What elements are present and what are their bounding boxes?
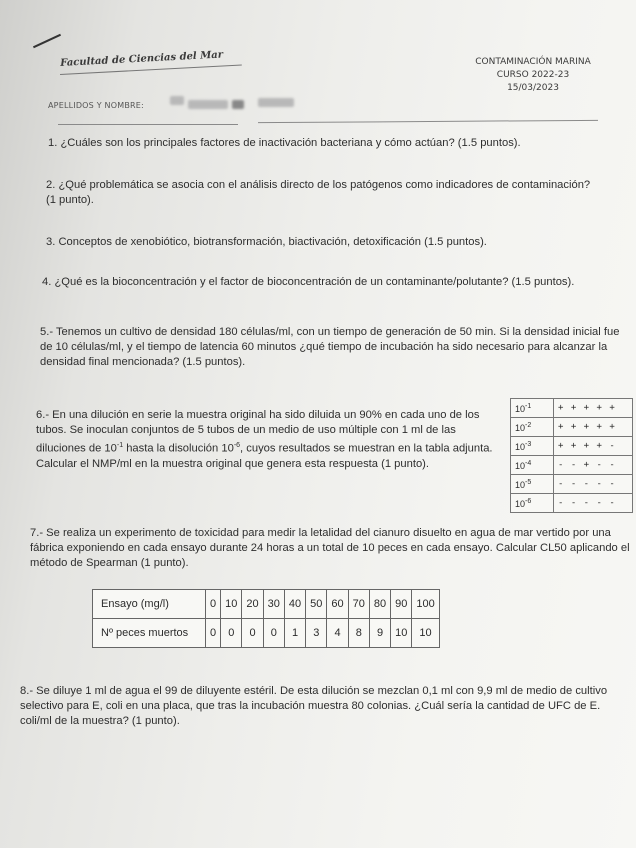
q6-text-b: hasta la disolución 10	[123, 442, 234, 455]
dilution-result: - - - - -	[554, 494, 633, 513]
table-cell: 0	[242, 619, 263, 648]
q6-text-c: , cuyos resultados se muestran en la tabla adjunta. Calcular el NMP/ml en la muestra original que genera esta respuesta (1 punto).	[36, 442, 493, 470]
name-underline	[58, 124, 238, 125]
dilution-row	[511, 437, 633, 456]
dilution-result: - - - - -	[554, 475, 633, 494]
table-cell: 4	[327, 619, 348, 648]
table-cell: 0	[206, 619, 221, 648]
faculty-name: Facultad de Ciencias del Mar	[60, 49, 224, 69]
question-5: 5.- Tenemos un cultivo de densidad 180 células/ml, con un tiempo de generación de 50 min. Si la densidad inicial fue de 10 células/ml, y el tiempo de latencia 60 minutos ¿qué tiempo de incubación ha sido necesario para alcanzar la densidad final mencionada? (1.5 puntos).	[40, 326, 620, 368]
exam-date: 15/03/2023	[507, 83, 559, 93]
name-label: APELLIDOS Y NOMBRE:	[48, 101, 144, 110]
course-year: CURSO 2022-23	[496, 70, 570, 80]
q6-text-a: En una dilución en serie la muestra original ha sido diluida un 90% en cada uno de los tubos. Se inoculan conjuntos de 5 tubos de un medio de uso múltiple con 1 ml de las diluciones de 10	[36, 409, 480, 455]
pen-mark	[33, 34, 61, 48]
table-cell: 1	[284, 619, 305, 648]
dilution-result: + + + + +	[554, 418, 633, 437]
question-2: 2. ¿Qué problemática se asocia con el análisis directo de los patógenos como indicadores de contaminación? (1 punto).	[46, 179, 591, 206]
dilution-label: $10^{-1}$	[511, 399, 554, 418]
question-4: 4. ¿Qué es la bioconcentración y el factor de bioconcentración de un contaminante/polutante? (1.5 puntos).	[42, 276, 575, 288]
table-cell: 60	[327, 590, 348, 619]
question-1: 1. ¿Cuáles son los principales factores de inactivación bacteriana y cómo actúan? (1.5 puntos).	[48, 137, 521, 149]
dilution-label: $10^{-2}$	[511, 418, 554, 437]
table-cell: 0	[221, 619, 242, 648]
q6-exp-b: -6	[233, 442, 241, 449]
table-cell: 40	[284, 590, 305, 619]
dilution-row	[511, 475, 633, 494]
question-6	[36, 408, 504, 472]
table-cell: 0	[206, 590, 221, 619]
dilution-row	[511, 399, 633, 418]
table-cell: 20	[242, 590, 263, 619]
dilution-row	[511, 456, 633, 475]
dilution-result: + + + + -	[554, 437, 633, 456]
dilution-label: $10^{-5}$	[511, 475, 554, 494]
table-cell: 10	[391, 619, 412, 648]
table-cell: 3	[306, 619, 327, 648]
question-8: 8.- Se diluye 1 ml de agua el 99 de diluyente estéril. De esta dilución se mezclan 0,1 ml con 9,9 ml de medio de cultivo selectivo para E, coli en una placa, que tras la incubación muestra 80 colonias. ¿Cuál sería la cantidad de UFC de E. coli/ml de la muestra? (1 punto).	[20, 685, 608, 727]
spearman-header: Ensayo (mg/l)	[93, 590, 206, 619]
spearman-row-concentration	[93, 590, 440, 619]
table-cell: 10	[221, 590, 242, 619]
dilution-result: - - + - -	[554, 456, 633, 475]
table-cell: 0	[263, 619, 284, 648]
table-cell: 30	[263, 590, 284, 619]
spearman-row-deaths	[93, 619, 440, 648]
table-cell: 8	[348, 619, 369, 648]
table-cell: 80	[369, 590, 390, 619]
spearman-table	[92, 589, 440, 648]
spearman-header: Nº peces muertos	[93, 619, 206, 648]
dilution-label: $10^{-6}$	[511, 494, 554, 513]
dilution-row	[511, 494, 633, 513]
table-cell: 10	[412, 619, 439, 648]
name-underline-2	[258, 120, 598, 123]
dilution-row	[511, 418, 633, 437]
table-cell: 9	[369, 619, 390, 648]
table-cell: 90	[391, 590, 412, 619]
course-header	[468, 56, 598, 95]
course-title: CONTAMINACIÓN MARINA	[475, 57, 591, 67]
dilution-label: $10^{-3}$	[511, 437, 554, 456]
q6-exp-a: -1	[116, 442, 124, 449]
question-7: 7.- Se realiza un experimento de toxicidad para medir la letalidad del cianuro disuelto en agua de mar vertido por una fábrica exponiendo en cada ensayo durante 24 horas a un total de 10 peces en cada ensayo. Calcular CL50 aplicando el método de Spearman (1 punto).	[30, 527, 630, 569]
dilution-label: $10^{-4}$	[511, 456, 554, 475]
dilution-table	[510, 398, 633, 513]
table-cell: 70	[348, 590, 369, 619]
table-cell: 50	[306, 590, 327, 619]
question-3: 3. Conceptos de xenobiótico, biotransformación, biactivación, detoxificación (1.5 puntos).	[46, 236, 487, 248]
dilution-result: + + + + +	[554, 399, 633, 418]
q6-number: 6.-	[36, 409, 50, 421]
table-cell: 100	[412, 590, 439, 619]
